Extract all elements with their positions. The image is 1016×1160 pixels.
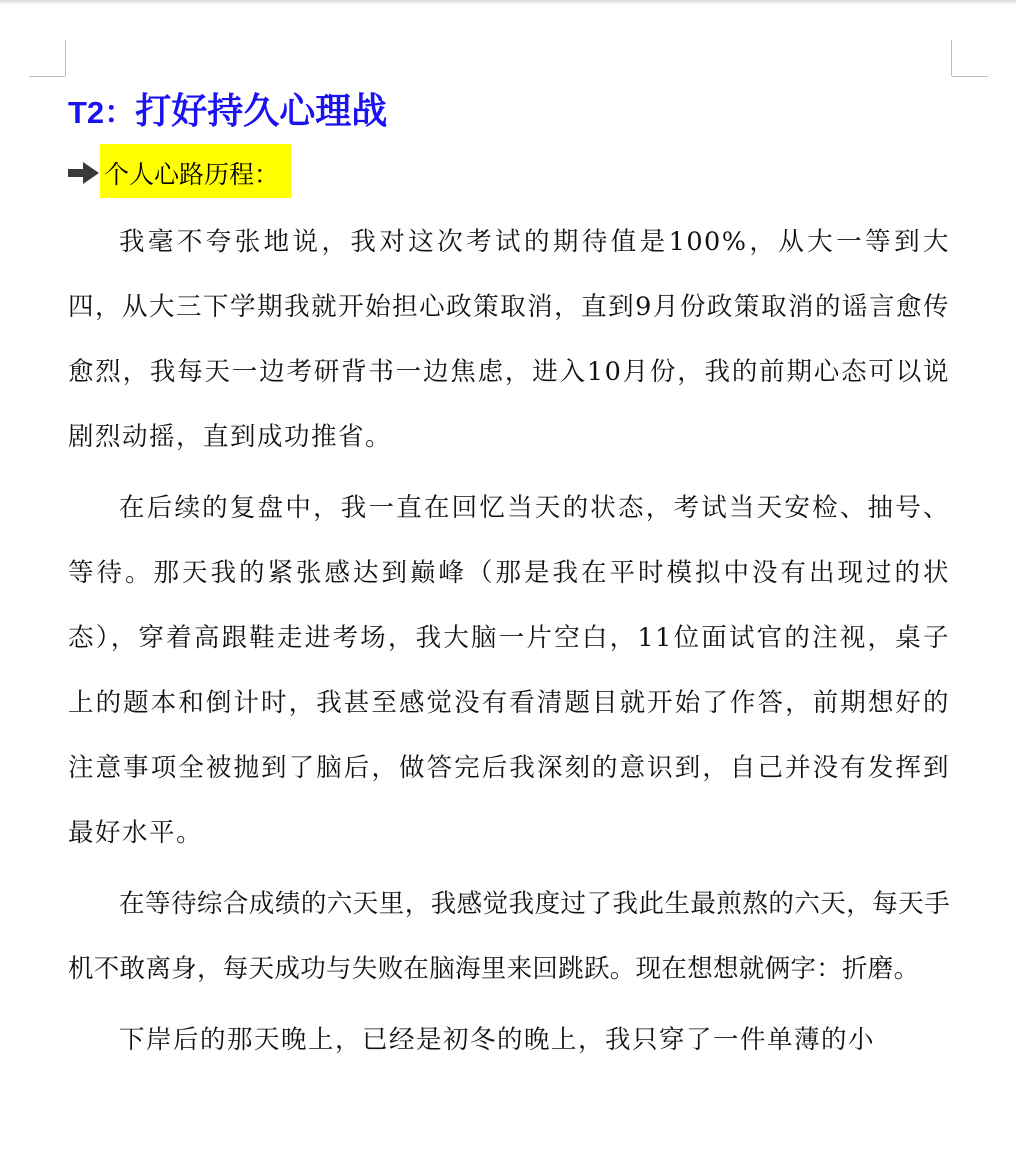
crop-mark-left-horizontal (29, 76, 65, 77)
paragraph: 在后续的复盘中，我一直在回忆当天的状态，考试当天安检、抽号、等待。那天我的紧张感达到巅峰（那是我在平时模拟中没有出现过的状态），穿着高跟鞋走进考场，我大脑一片空白，11位面试官的注视，桌子上的题本和倒计时，我甚至感觉没有看清题目就开始了作答，前期想好的注意事项全被抛到了脑后，做答完后我深刻的意识到，自己并没有发挥到最好水平。 (68, 493, 950, 848)
section-header (68, 144, 950, 198)
crop-mark-right-vertical (951, 40, 952, 76)
right-arrow-icon (68, 161, 100, 185)
paragraph: 下岸后的那天晚上，已经是初冬的晚上，我只穿了一件单薄的小 (119, 1025, 876, 1055)
window-top-shadow (0, 0, 1016, 5)
section-label-highlighted: 个人心路历程： (100, 144, 291, 198)
heading-text: 打好持久心理战 (135, 90, 388, 132)
heading-title (68, 86, 950, 136)
document-page[interactable] (68, 86, 950, 1079)
body-text (68, 210, 950, 1073)
crop-mark-left-vertical (65, 40, 66, 76)
heading-code: T2： (68, 95, 136, 130)
paragraph: 我毫不夸张地说，我对这次考试的期待值是100%，从大一等到大四，从大三下学期我就开始担心政策取消，直到9月份政策取消的谣言愈传愈烈，我每天一边考研背书一边焦虑，进入10月份，我的前期心态可以说剧烈动摇，直到成功推省。 (68, 227, 950, 452)
crop-mark-right-horizontal (952, 76, 988, 77)
paragraph: 在等待综合成绩的六天里，我感觉我度过了我此生最煎熬的六天，每天手机不敢离身，每天成功与失败在脑海里来回跳跃。现在想想就俩字：折磨。 (68, 889, 950, 984)
